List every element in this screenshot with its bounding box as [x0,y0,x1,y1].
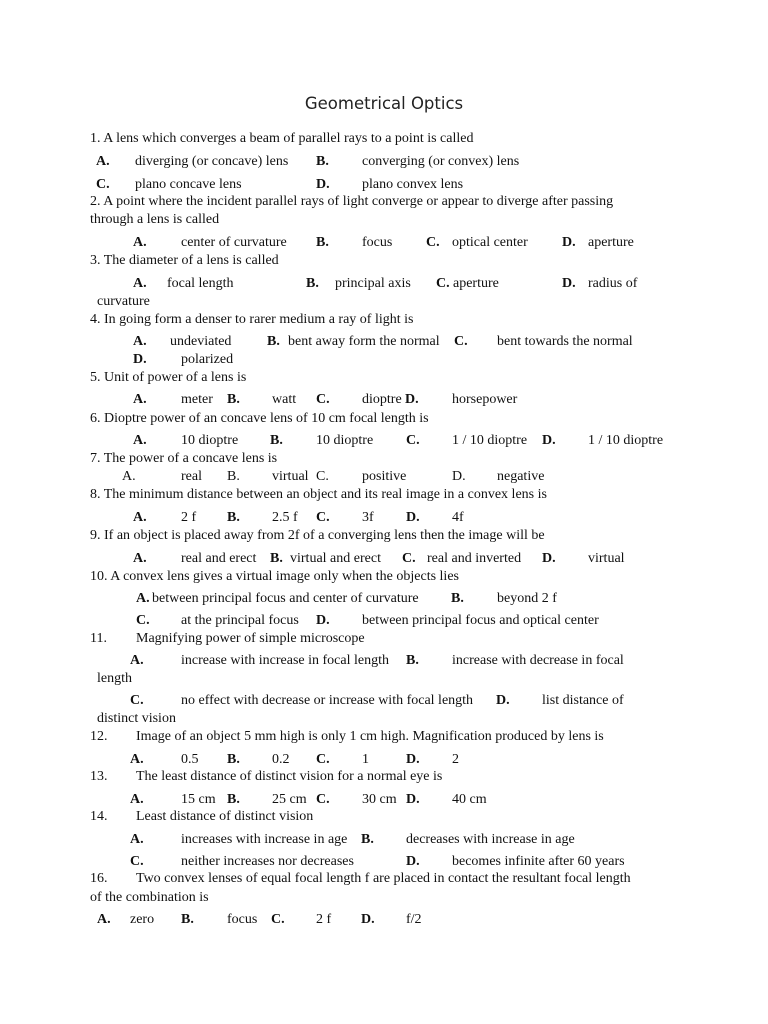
q13-option-b-key: B. [227,792,240,807]
q12-option-a: 0.5 [181,752,199,767]
page-title: Geometrical Optics [304,94,464,113]
q2-option-c-key: C. [426,235,440,250]
question-7-text: 7. The power of a concave lens is [90,451,278,466]
q8-option-b: 2.5 f [272,510,298,525]
q13-option-c-key: C. [316,792,330,807]
q2-option-c: optical center [452,235,528,250]
q14-option-c-key: C. [130,854,144,869]
q11-option-b-key: B. [406,653,419,668]
q14-option-d: becomes infinite after 60 years [452,854,625,869]
q10-option-b-key: B. [451,591,464,606]
q2-option-a: center of curvature [181,235,287,250]
q13-option-a: 15 cm [181,792,216,807]
q16-option-c-key: C. [271,912,285,927]
q6-option-d: 1 / 10 dioptre [588,433,664,448]
q4-option-a-key: A. [133,334,147,349]
q1-option-b: converging (or convex) lens [362,154,520,169]
q11-option-a: increase with increase in focal length [181,653,389,668]
q8-option-d: 4f [452,510,464,525]
q6-option-b-key: B. [270,433,283,448]
q8-option-a-key: A. [133,510,147,525]
q2-option-a-key: A. [133,235,147,250]
question-4-text: 4. In going form a denser to rarer medium a ray of light is [90,312,414,327]
q11-option-d: list distance of [542,693,624,708]
question-16-text: Two convex lenses of equal focal length f are placed in contact the resultant focal length [136,871,631,886]
q13-option-d-key: D. [406,792,420,807]
q11-option-b-cont: length [97,671,132,686]
q6-option-b: 10 dioptre [316,433,374,448]
question-16-number: 16. [90,871,108,886]
q9-option-b-key: B. [270,551,283,566]
q11-option-c: no effect with decrease or increase with focal length [181,693,474,708]
q4-option-b: bent away form the normal [288,334,440,349]
q9-option-d-key: D. [542,551,556,566]
question-3-text: 3. The diameter of a lens is called [90,253,279,268]
q8-option-c: 3f [362,510,374,525]
q16-option-b-key: B. [181,912,194,927]
q6-option-d-key: D. [542,433,556,448]
q12-option-a-key: A. [130,752,144,767]
q6-option-a-key: A. [133,433,147,448]
q10-option-b: beyond 2 f [497,591,557,606]
question-10-text: 10. A convex lens gives a virtual image only when the objects lies [90,569,459,584]
q10-option-a: between principal focus and center of curvature [152,591,419,606]
q14-option-b-key: B. [361,832,374,847]
q10-option-d: between principal focus and optical center [362,613,599,628]
q11-option-a-key: A. [130,653,144,668]
q2-option-d-key: D. [562,235,576,250]
question-5-text: 5. Unit of power of a lens is [90,370,247,385]
q11-option-b: increase with decrease in focal [452,653,624,668]
q13-option-d: 40 cm [452,792,487,807]
q3-option-d-cont: curvature [97,294,150,309]
q4-option-b-key: B. [267,334,280,349]
q13-option-a-key: A. [130,792,144,807]
q6-option-c-key: C. [406,433,420,448]
q11-option-d-key: D. [496,693,510,708]
q7-option-d-key: D. [452,469,466,484]
question-8-text: 8. The minimum distance between an object and its real image in a convex lens is [90,487,547,502]
q8-option-a: 2 f [181,510,197,525]
question-14-number: 14. [90,809,108,824]
q4-option-c: bent towards the normal [497,334,633,349]
q14-option-c: neither increases nor decreases [181,854,354,869]
q4-option-c-key: C. [454,334,468,349]
q7-option-b-key: B. [227,469,240,484]
question-2-text-cont: through a lens is called [90,212,220,227]
q12-option-d: 2 [452,752,459,767]
question-12-number: 12. [90,729,108,744]
q5-option-c-key: C. [316,392,330,407]
q16-option-d: f/2 [406,912,422,927]
q8-option-d-key: D. [406,510,420,525]
q10-option-d-key: D. [316,613,330,628]
q5-option-b-key: B. [227,392,240,407]
q2-option-d: aperture [588,235,634,250]
q5-option-d-key: D. [405,392,419,407]
q9-option-b: virtual and erect [290,551,381,566]
q3-option-c-key: C. [436,276,450,291]
q6-option-a: 10 dioptre [181,433,239,448]
q9-option-c: real and inverted [427,551,522,566]
q14-option-a-key: A. [130,832,144,847]
q14-option-d-key: D. [406,854,420,869]
q3-option-b-key: B. [306,276,319,291]
q5-option-a-key: A. [133,392,147,407]
question-13-number: 13. [90,769,108,784]
q1-option-c: plano concave lens [135,177,242,192]
q9-option-a: real and erect [181,551,257,566]
q16-option-d-key: D. [361,912,375,927]
q1-option-b-key: B. [316,154,329,169]
q3-option-d: radius of [588,276,638,291]
question-12-text: Image of an object 5 mm high is only 1 cm high. Magnification produced by lens is [136,729,604,744]
q7-option-c: positive [362,469,407,484]
q16-option-c: 2 f [316,912,332,927]
q6-option-c: 1 / 10 dioptre [452,433,528,448]
question-14-text: Least distance of distinct vision [136,809,314,824]
q12-option-d-key: D. [406,752,420,767]
q3-option-a-key: A. [133,276,147,291]
q5-option-d: horsepower [452,392,518,407]
q4-option-d-key: D. [133,352,147,367]
question-2-text: 2. A point where the incident parallel rays of light converge or appear to diverge after passing [90,194,614,209]
q2-option-b-key: B. [316,235,329,250]
q7-option-d: negative [497,469,545,484]
question-6-text: 6. Dioptre power of an concave lens of 10 cm focal length is [90,411,429,426]
q16-option-a: zero [130,912,155,927]
q1-option-a-key: A. [96,154,110,169]
q5-option-c: dioptre [362,392,402,407]
q11-option-c-key: C. [130,693,144,708]
q10-option-a-key: A. [136,591,150,606]
q4-option-d: polarized [181,352,234,367]
q3-option-a: focal length [167,276,234,291]
q2-option-b: focus [362,235,393,250]
question-1-text: 1. A lens which converges a beam of parallel rays to a point is called [90,131,474,146]
q16-option-b: focus [227,912,258,927]
q5-option-a: meter [181,392,213,407]
q14-option-b: decreases with increase in age [406,832,575,847]
q5-option-b: watt [272,392,297,407]
q1-option-c-key: C. [96,177,110,192]
q10-option-c: at the principal focus [181,613,299,628]
q12-option-b-key: B. [227,752,240,767]
q7-option-c-key: C. [316,469,329,484]
q10-option-c-key: C. [136,613,150,628]
q8-option-c-key: C. [316,510,330,525]
q9-option-c-key: C. [402,551,416,566]
q12-option-c: 1 [362,752,369,767]
question-13-text: The least distance of distinct vision for a normal eye is [136,769,443,784]
q9-option-a-key: A. [133,551,147,566]
q12-option-b: 0.2 [272,752,290,767]
q3-option-d-key: D. [562,276,576,291]
q4-option-a: undeviated [170,334,232,349]
q14-option-a: increases with increase in age [181,832,348,847]
q1-option-a: diverging (or concave) lens [135,154,289,169]
q3-option-b: principal axis [335,276,411,291]
q7-option-b: virtual [272,469,309,484]
q3-option-c: aperture [453,276,499,291]
q13-option-c: 30 cm [362,792,397,807]
q1-option-d-key: D. [316,177,330,192]
q11-option-d-cont: distinct vision [97,711,176,726]
question-11-text: Magnifying power of simple microscope [136,631,365,646]
q7-option-a: real [181,469,202,484]
q8-option-b-key: B. [227,510,240,525]
q12-option-c-key: C. [316,752,330,767]
q16-option-a-key: A. [97,912,111,927]
question-9-text: 9. If an object is placed away from 2f of a converging lens then the image will be [90,528,545,543]
question-11-number: 11. [90,631,107,646]
q13-option-b: 25 cm [272,792,307,807]
q7-option-a-key: A. [122,469,136,484]
q9-option-d: virtual [588,551,625,566]
question-16-text-cont: of the combination is [90,890,209,905]
q1-option-d: plano convex lens [362,177,464,192]
